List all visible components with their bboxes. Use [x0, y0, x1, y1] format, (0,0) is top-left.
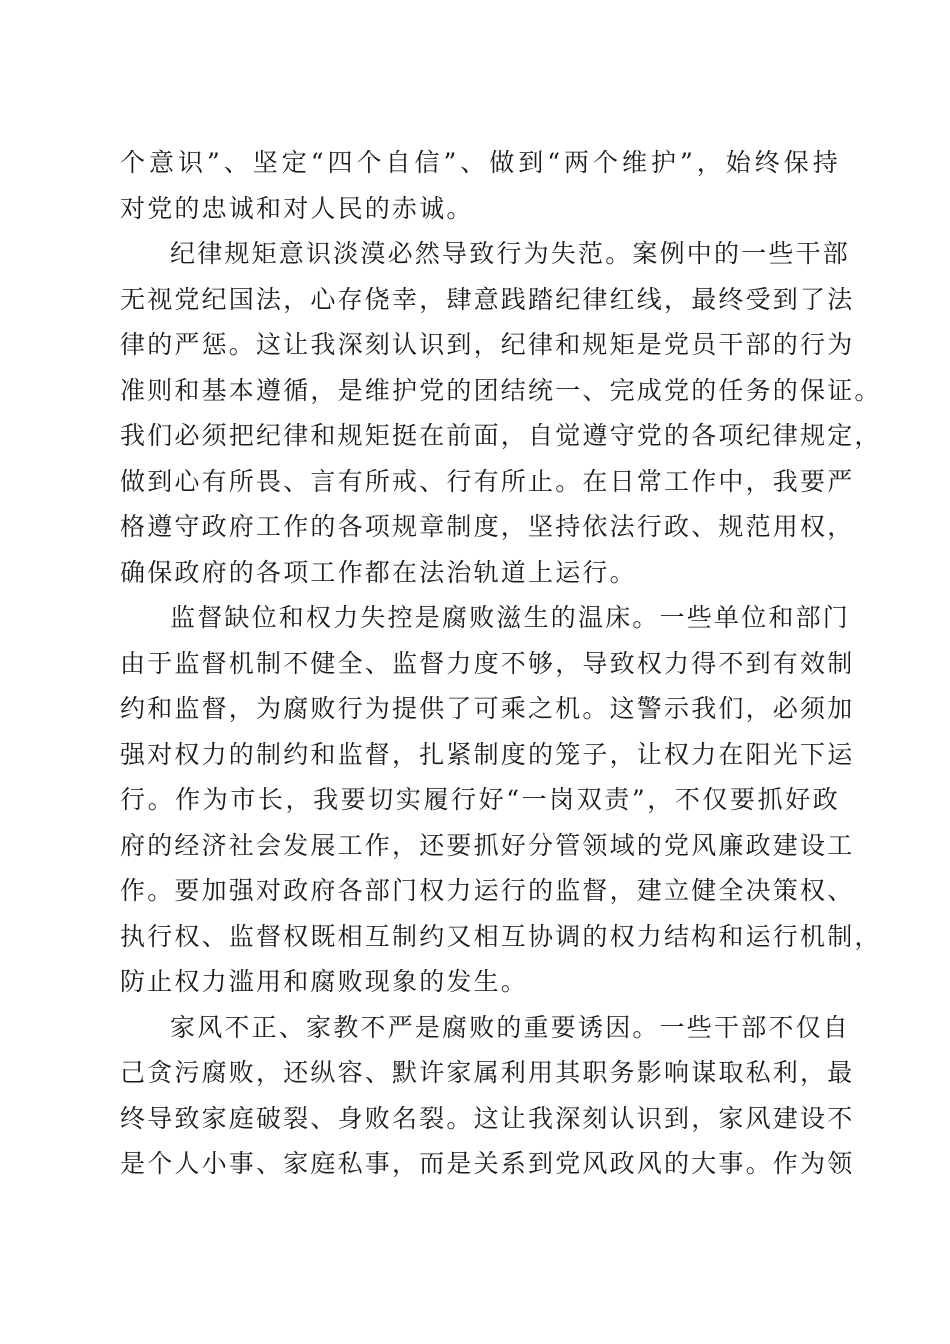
text-line: 强对权力的制约和监督，扎紧制度的笼子，让权力在阳光下运 [120, 739, 855, 769]
text-line: 防止权力滥用和腐败现象的发生。 [120, 967, 529, 996]
text-line: 约和监督，为腐败行为提供了可乘之机。这警示我们，必须加 [120, 694, 855, 723]
text-line: 终导致家庭破裂、身败名裂。这让我深刻认识到，家风建设不 [120, 1103, 855, 1133]
text-line: 监督缺位和权力失控是腐败滋生的温床。一些单位和部门 [170, 603, 851, 632]
text-line: 个意识”、坚定“四个自信”、做到“两个维护”，始终保持 [120, 148, 840, 177]
text-line: 作。要加强对政府各部门权力运行的监督，建立健全决策权、 [120, 876, 855, 905]
text-line: 执行权、监督权既相互制约又相互协调的权力结构和运行机制， [120, 921, 882, 951]
paragraph-4 [120, 1005, 855, 1187]
text-line: 对党的忠诚和对人民的赤诚。 [120, 193, 474, 223]
text-line: 纪律规矩意识淡漠必然导致行为失范。案例中的一些干部 [170, 239, 851, 268]
paragraph-3 [120, 595, 882, 1005]
text-line: 做到心有所畏、言有所戒、行有所止。在日常工作中，我要严 [120, 466, 855, 496]
text-line: 准则和基本遵循，是维护党的团结统一、完成党的任务的保证。 [120, 375, 882, 405]
text-line: 是个人小事、家庭私事，而是关系到党风政风的大事。作为领 [120, 1149, 855, 1178]
text-line: 己贪污腐败，还纵容、默许家属利用其职务影响谋取私利，最 [120, 1058, 855, 1087]
text-line: 府的经济社会发展工作，还要抓好分管领域的党风廉政建设工 [120, 830, 855, 860]
text-line: 行。作为市长，我要切实履行好“一岗双责”，不仅要抓好政 [120, 785, 840, 814]
text-line: 格遵守政府工作的各项规章制度，坚持依法行政、规范用权， [120, 512, 855, 541]
paragraph-2 [120, 231, 882, 595]
paragraph-1 [120, 140, 840, 231]
text-line: 无视党纪国法，心存侥幸，肆意践踏纪律红线，最终受到了法 [120, 284, 855, 314]
text-line: 确保政府的各项工作都在法治轨道上运行。 [120, 557, 637, 587]
text-line: 我们必须把纪律和规矩挺在前面，自觉遵守党的各项纪律规定， [120, 421, 882, 450]
text-line: 律的严惩。这让我深刻认识到，纪律和规矩是党员干部的行为 [120, 330, 855, 359]
document-body [120, 140, 882, 1187]
text-line: 由于监督机制不健全、监督力度不够，导致权力得不到有效制 [120, 648, 855, 678]
text-line: 家风不正、家教不严是腐败的重要诱因。一些干部不仅自 [170, 1012, 851, 1042]
